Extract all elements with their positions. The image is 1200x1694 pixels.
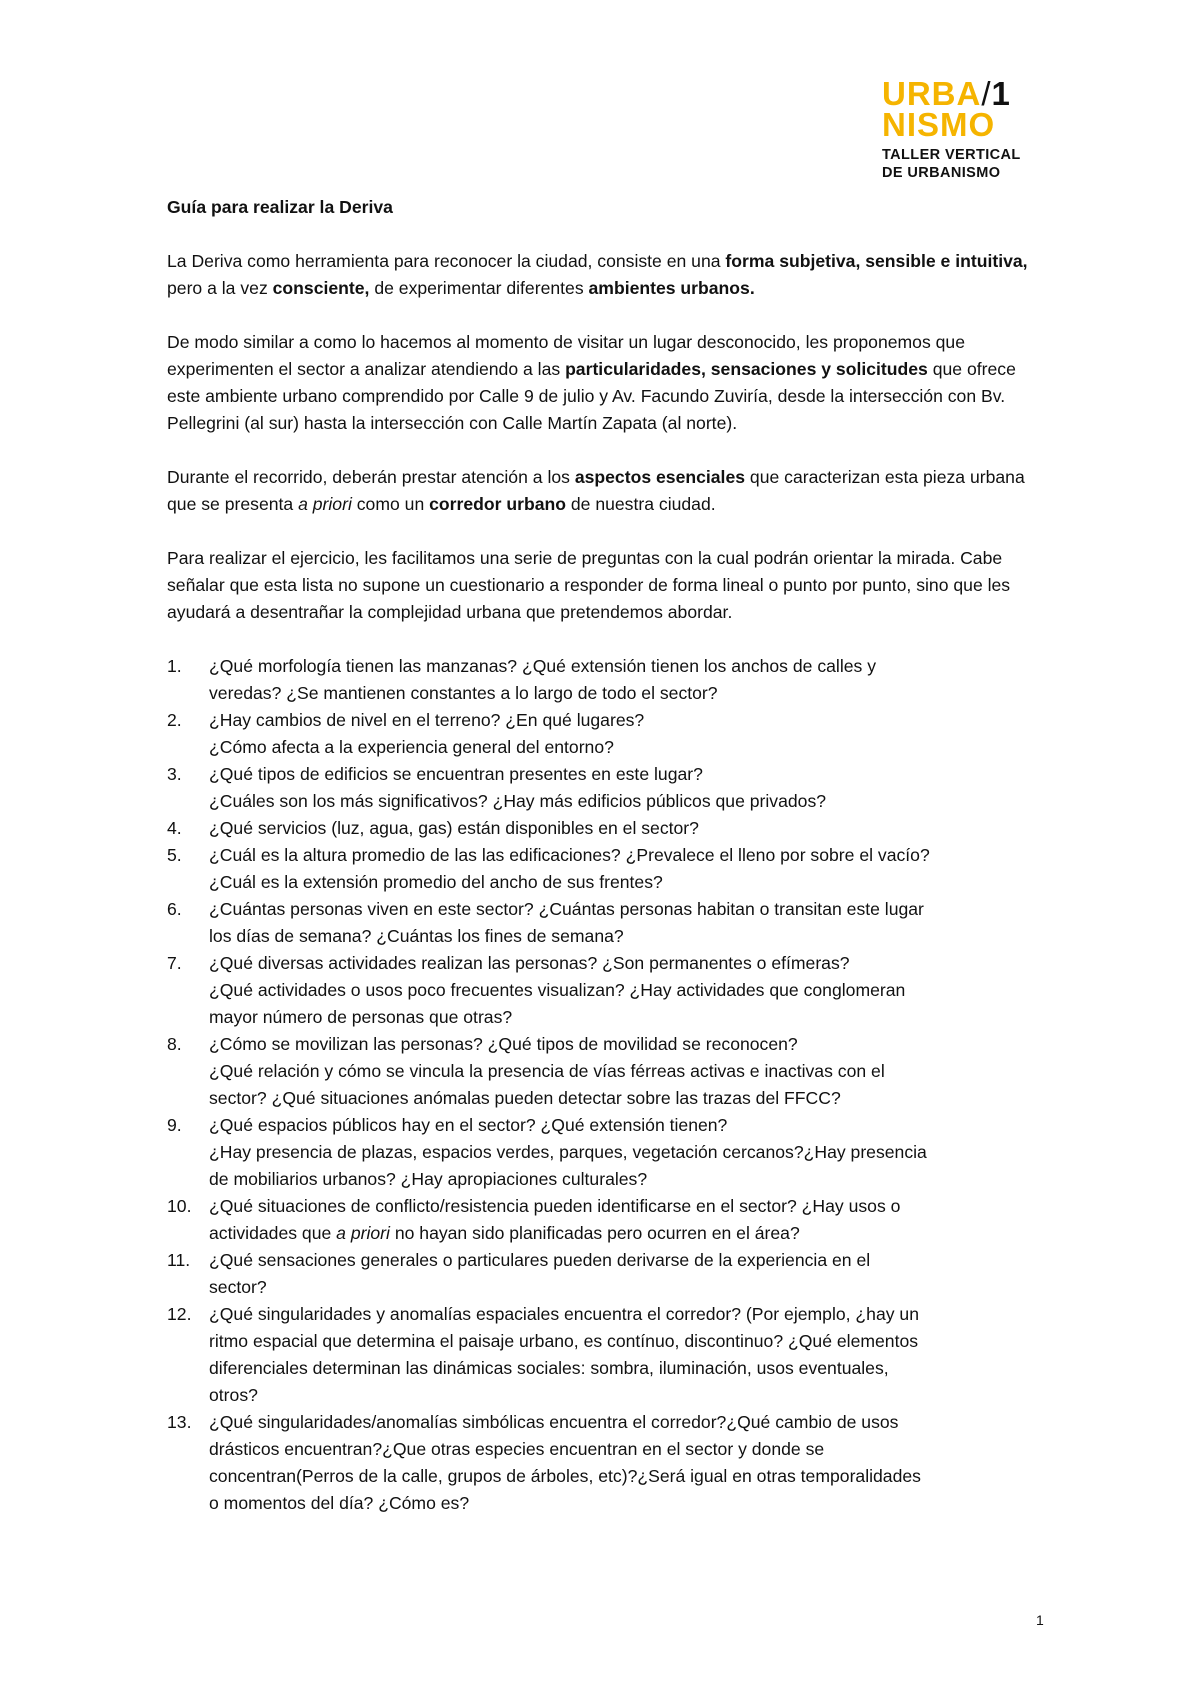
- logo-word-nismo: NISMO: [882, 106, 996, 143]
- page-title: Guía para realizar la Deriva: [167, 197, 393, 217]
- list-item-line: ¿Qué actividades o usos poco frecuentes visualizan? ¿Hay actividades que conglomeran: [209, 980, 906, 1000]
- list-item: [167, 1247, 1047, 1301]
- list-item-line: ¿Qué singularidades y anomalías espaciales encuentra el corredor? (Por ejemplo, ¿hay un: [209, 1304, 919, 1324]
- bold-span: aspectos esenciales: [574, 467, 746, 487]
- list-item: [167, 761, 1047, 815]
- bold-span: particularidades, sensaciones y solicitudes: [565, 359, 928, 379]
- question-list: [167, 653, 1047, 1517]
- list-item-line: ¿Hay presencia de plazas, espacios verdes, parques, vegetación cercanos?¿Hay presencia: [209, 1142, 927, 1162]
- list-item-number: 2.: [167, 710, 182, 730]
- text-span: actividades que: [209, 1223, 337, 1243]
- list-item-number: 1.: [167, 656, 182, 676]
- list-item-line: los días de semana? ¿Cuántas los fines de semana?: [209, 926, 624, 946]
- list-item-number: 10.: [167, 1196, 192, 1216]
- paragraph-sector: [167, 329, 1047, 437]
- list-item-number: 5.: [167, 845, 182, 865]
- document-body: [167, 194, 1047, 1517]
- list-item: [167, 950, 1047, 1031]
- list-item-line: veredas? ¿Se mantienen constantes a lo largo de todo el sector?: [209, 683, 718, 703]
- list-item-line: [209, 1220, 1047, 1247]
- italic-span: a priori: [298, 494, 352, 514]
- paragraph-recorrido: [167, 464, 1047, 518]
- bold-span: consciente,: [272, 278, 370, 298]
- text-span: de nuestra ciudad.: [565, 494, 716, 514]
- bold-span: forma subjetiva, sensible e intuitiva,: [725, 251, 1028, 271]
- list-item-line: mayor número de personas que otras?: [209, 1007, 513, 1027]
- list-item: [167, 1301, 1047, 1409]
- list-item-number: 7.: [167, 953, 182, 973]
- text-span: no hayan sido planificadas pero ocurren en el área?: [389, 1223, 800, 1243]
- list-item-line: ¿Qué servicios (luz, agua, gas) están disponibles en el sector?: [209, 818, 699, 838]
- text-span: La Deriva como herramienta para reconocer la ciudad, consiste en una: [167, 251, 726, 271]
- urbanismo-logo: [882, 75, 1082, 182]
- logo-slash: /: [981, 75, 992, 112]
- list-item-line: o momentos del día? ¿Cómo es?: [209, 1493, 470, 1513]
- list-item: [167, 1409, 1047, 1517]
- text-span: como un: [351, 494, 430, 514]
- list-item-line: ¿Qué situaciones de conflicto/resistencia pueden identificarse en el sector? ¿Hay usos o: [209, 1196, 901, 1216]
- list-item-line: drásticos encuentran?¿Que otras especies encuentran en el sector y donde se: [209, 1439, 825, 1459]
- list-item-number: 13.: [167, 1412, 192, 1432]
- list-item-number: 8.: [167, 1034, 182, 1054]
- list-item-line: ¿Qué espacios públicos hay en el sector? ¿Qué extensión tienen?: [209, 1115, 728, 1135]
- list-item-line: ¿Cómo se movilizan las personas? ¿Qué tipos de movilidad se reconocen?: [209, 1034, 798, 1054]
- list-item-line: ¿Cuál es la altura promedio de las las edificaciones? ¿Prevalece el lleno por sobre el vacío?: [209, 845, 930, 865]
- bold-span: ambientes urbanos.: [588, 278, 755, 298]
- list-item-line: ¿Qué sensaciones generales o particulares pueden derivarse de la experiencia en el: [209, 1250, 871, 1270]
- list-item-number: 11.: [167, 1250, 191, 1270]
- list-item-number: 4.: [167, 818, 182, 838]
- paragraph-intro: [167, 248, 1047, 302]
- list-item-line: otros?: [209, 1385, 258, 1405]
- list-item-line: concentran(Perros de la calle, grupos de árboles, etc)?¿Será igual en otras temporalidades: [209, 1466, 921, 1486]
- list-item: [167, 815, 1047, 842]
- logo-subtitle-1: TALLER VERTICAL: [882, 147, 1021, 163]
- list-item: [167, 842, 1047, 896]
- list-item-line: de mobiliarios urbanos? ¿Hay apropiaciones culturales?: [209, 1169, 648, 1189]
- list-item-number: 3.: [167, 764, 182, 784]
- list-item-line: ¿Qué singularidades/anomalías simbólicas encuentra el corredor?¿Qué cambio de usos: [209, 1412, 899, 1432]
- text-span: De modo similar a como lo hacemos al momento de visitar un lugar desconocido, les proponemos que experimenten el sector a analizar atendiendo a las: [167, 332, 965, 379]
- logo-number: 1: [991, 75, 1011, 112]
- list-item-line: sector?: [209, 1277, 267, 1297]
- list-item-line: ¿Qué diversas actividades realizan las personas? ¿Son permanentes o efímeras?: [209, 953, 850, 973]
- logo-subtitle-2: DE URBANISMO: [882, 165, 1001, 181]
- list-item: [167, 1112, 1047, 1193]
- italic-span: a priori: [336, 1223, 390, 1243]
- text-span: Durante el recorrido, deberán prestar atención a los: [167, 467, 575, 487]
- text-span: de experimentar diferentes: [369, 278, 589, 298]
- logo-word-urba: URBA: [882, 75, 982, 112]
- list-item-number: 9.: [167, 1115, 182, 1135]
- list-item-line: ¿Cuántas personas viven en este sector? ¿Cuántas personas habitan o transitan este lugar: [209, 899, 924, 919]
- list-item-line: sector? ¿Qué situaciones anómalas pueden detectar sobre las trazas del FFCC?: [209, 1088, 841, 1108]
- page-number: 1: [1036, 1612, 1044, 1628]
- text-span: que ofrece este ambiente urbano comprendido por Calle 9 de julio y Av. Facundo Zuviría, desde la intersección con Bv. Pellegrini (al sur) hasta la intersección con Calle Martín Zapata (al norte).: [167, 359, 1016, 433]
- text-span: que caracterizan esta pieza urbana que se presenta: [167, 467, 1025, 514]
- list-item-number: 6.: [167, 899, 182, 919]
- list-item: [167, 653, 1047, 707]
- list-item: [167, 1031, 1047, 1112]
- list-item-line: diferenciales determinan las dinámicas sociales: sombra, iluminación, usos eventuales,: [209, 1358, 889, 1378]
- paragraph-ejercicio: Para realizar el ejercicio, les facilitamos una serie de preguntas con la cual podrán orientar la mirada. Cabe señalar que esta lista no supone un cuestionario a responder de forma lineal o punto por punto, sino que les ayudará a desentrañar la complejidad urbana que pretendemos abordar.: [167, 548, 1011, 622]
- text-span: pero a la vez: [167, 278, 273, 298]
- list-item: [167, 896, 1047, 950]
- list-item-line: ¿Qué relación y cómo se vincula la presencia de vías férreas activas e inactivas con el: [209, 1061, 885, 1081]
- bold-span: corredor urbano: [429, 494, 566, 514]
- list-item-line: ¿Qué morfología tienen las manzanas? ¿Qué extensión tienen los anchos de calles y: [209, 656, 876, 676]
- list-item-line: ¿Hay cambios de nivel en el terreno? ¿En qué lugares?: [209, 710, 645, 730]
- list-item: [167, 1193, 1047, 1247]
- list-item: [167, 707, 1047, 761]
- list-item-line: ritmo espacial que determina el paisaje urbano, es contínuo, discontinuo? ¿Qué elementos: [209, 1331, 919, 1351]
- list-item-line: ¿Cuáles son los más significativos? ¿Hay más edificios públicos que privados?: [209, 791, 827, 811]
- list-item-line: ¿Cuál es la extensión promedio del ancho de sus frentes?: [209, 872, 663, 892]
- list-item-number: 12.: [167, 1304, 192, 1324]
- list-item-line: ¿Cómo afecta a la experiencia general del entorno?: [209, 737, 614, 757]
- list-item-line: ¿Qué tipos de edificios se encuentran presentes en este lugar?: [209, 764, 703, 784]
